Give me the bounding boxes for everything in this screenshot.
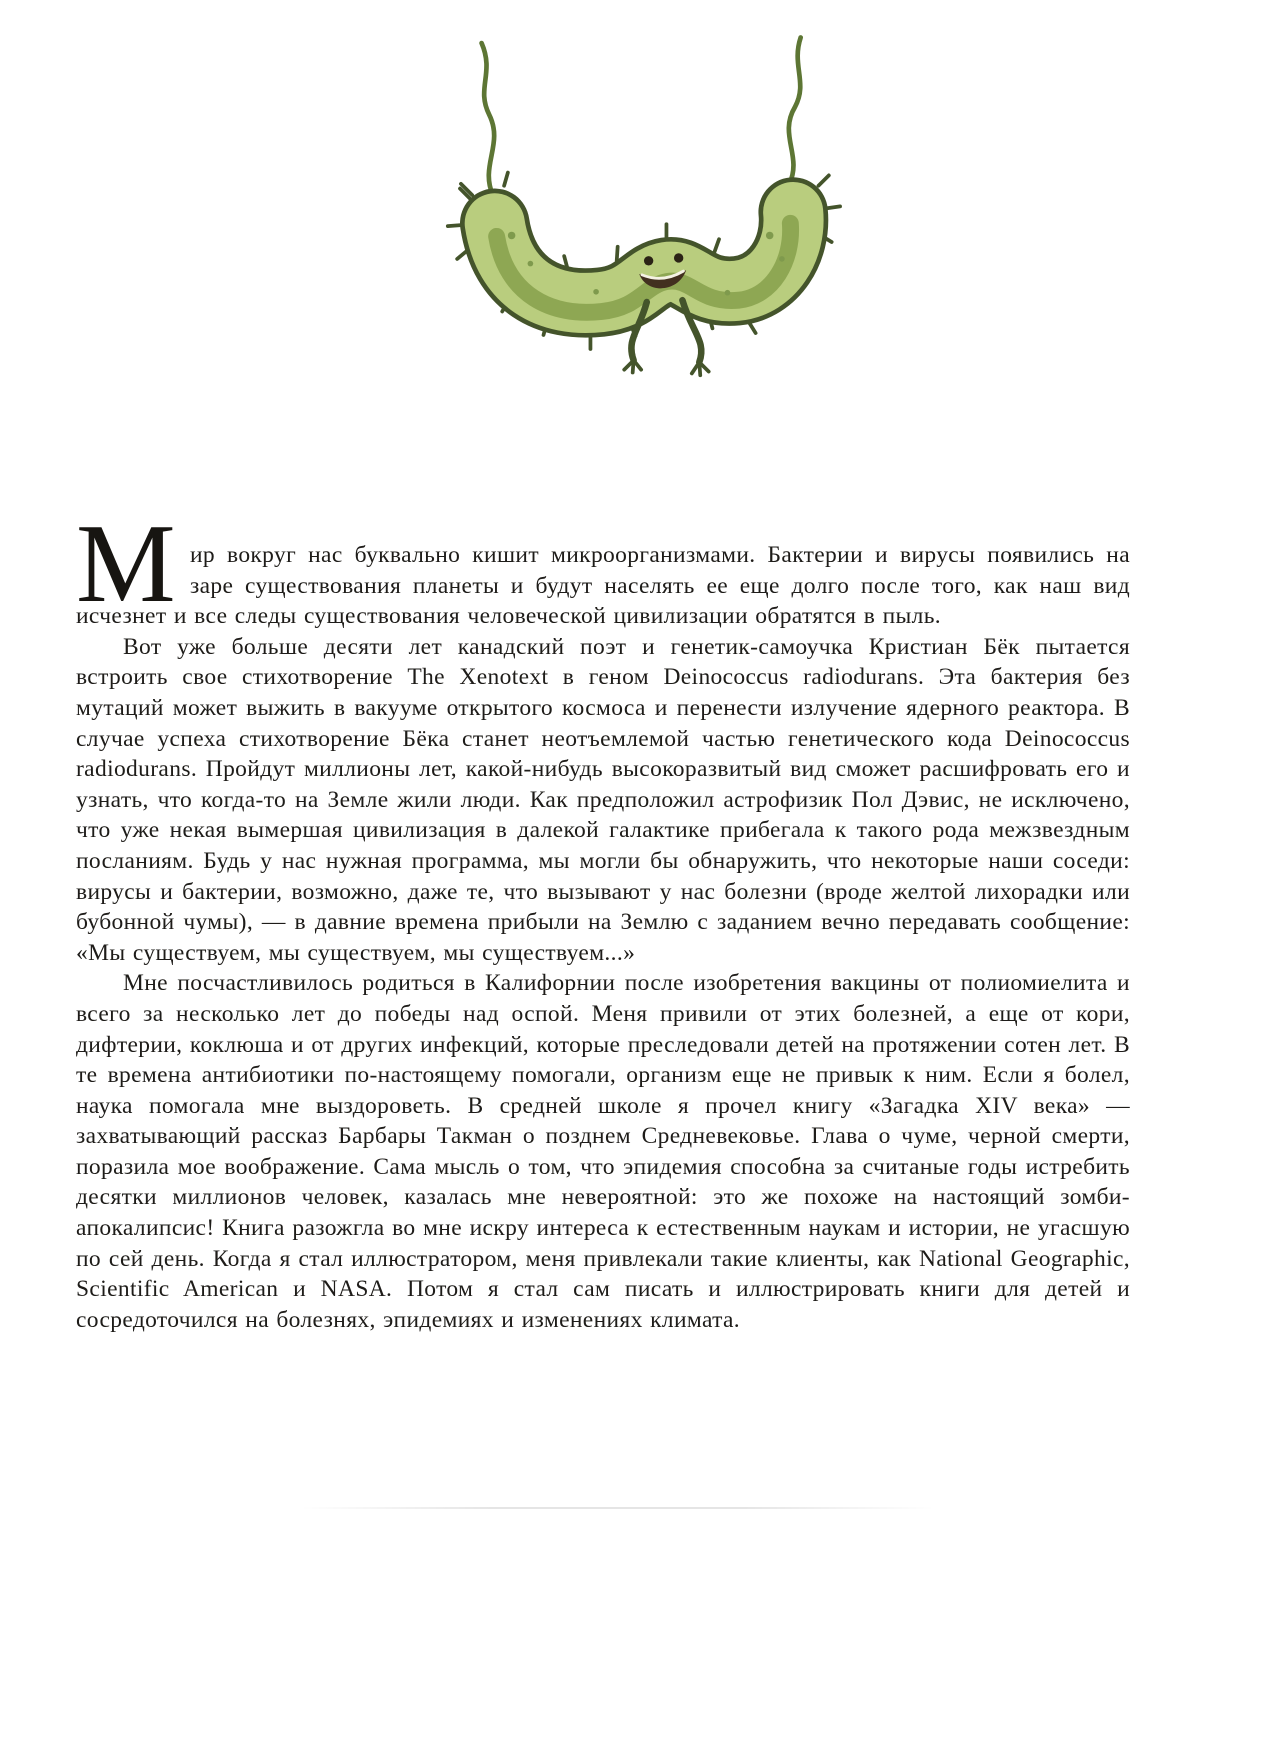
paragraph-1-text: ир вокруг нас буквально кишит микроорганизмами. Бактерии и вирусы появились на заре существования планеты и будут населять ее еще долго после того, как наш вид исчезнет и все следы существования человеческой цивилизации обратятся в пыль.	[76, 542, 1130, 630]
flagellum-right-icon	[788, 37, 800, 183]
paragraph-1	[76, 502, 1130, 632]
body-text	[76, 502, 1130, 1335]
eye-right-icon	[673, 253, 682, 262]
drop-cap-letter: М	[76, 502, 176, 626]
eye-left-icon	[643, 256, 652, 265]
drop-cap	[76, 502, 190, 626]
paragraph-3: Мне посчастливилось родиться в Калифорнии после изобретения вакцины от полиомиелита и всего за несколько лет до победы над оспой. Меня привили от этих болезней, а еще от кори, дифтерии, коклюша и от других инфекций, которые преследовали детей на протяжении сотен лет. В те времена антибиотики по-настоящему помогали, организм еще не привык к ним. Если я болел, наука помогала мне выздороветь. В средней школе я прочел книгу «Загадка XIV века» — захватывающий рассказ Барбары Такман о позднем Средневековье. Глава о чуме, черной смерти, поразила мое воображение. Сама мысль о том, что эпидемия способна за считаные годы истребить десятки миллионов человек, казалась мне невероятной: это же похоже на настоящий зомби-апокалипсис! Книга разожгла во мне искру интереса к естественным наукам и истории, не угасшую по сей день. Когда я стал иллюстратором, меня привлекали такие клиенты, как National Geographic, Scientific American и NASA. Потом я стал сам писать и иллюстрировать книги для детей и сосредоточился на болезнях, эпидемиях и изменениях климата.	[76, 970, 1130, 1333]
scan-artifact-line	[300, 1507, 935, 1509]
flagellum-left-icon	[481, 43, 494, 195]
paragraph-2: Вот уже больше десяти лет канадский поэт и генетик-самоучка Кристиан Бёк пытается встроить свое стихотворение The Xenotext в геном Deinococcus radiodurans. Эта бактерия без мутаций может выжить в вакууме открытого космоса и перенести излучение ядерного реактора. В случае успеха стихотворение Бёка станет неотъемлемой частью генетического кода Deinococcus radiodurans. Пройдут миллионы лет, какой-нибудь высокоразвитый вид сможет расшифровать его и узнать, что когда-то на Земле жили люди. Как предположил астрофизик Пол Дэвис, не исключено, что уже некая вымершая цивилизация в далекой галактике прибегала к такого рода межзвездным посланиям. Будь у нас нужная программа, мы могли бы обнаружить, что некоторые наши соседи: вирусы и бактерии, возможно, даже те, что вызывают у нас болезни (вроде желтой лихорадки или бубонной чумы), — в давние времена прибыли на Землю с заданием вечно передавать сообщение: «Мы существуем, мы существуем, мы существуем...»	[76, 633, 1130, 966]
microbe-illustration	[399, 24, 887, 400]
